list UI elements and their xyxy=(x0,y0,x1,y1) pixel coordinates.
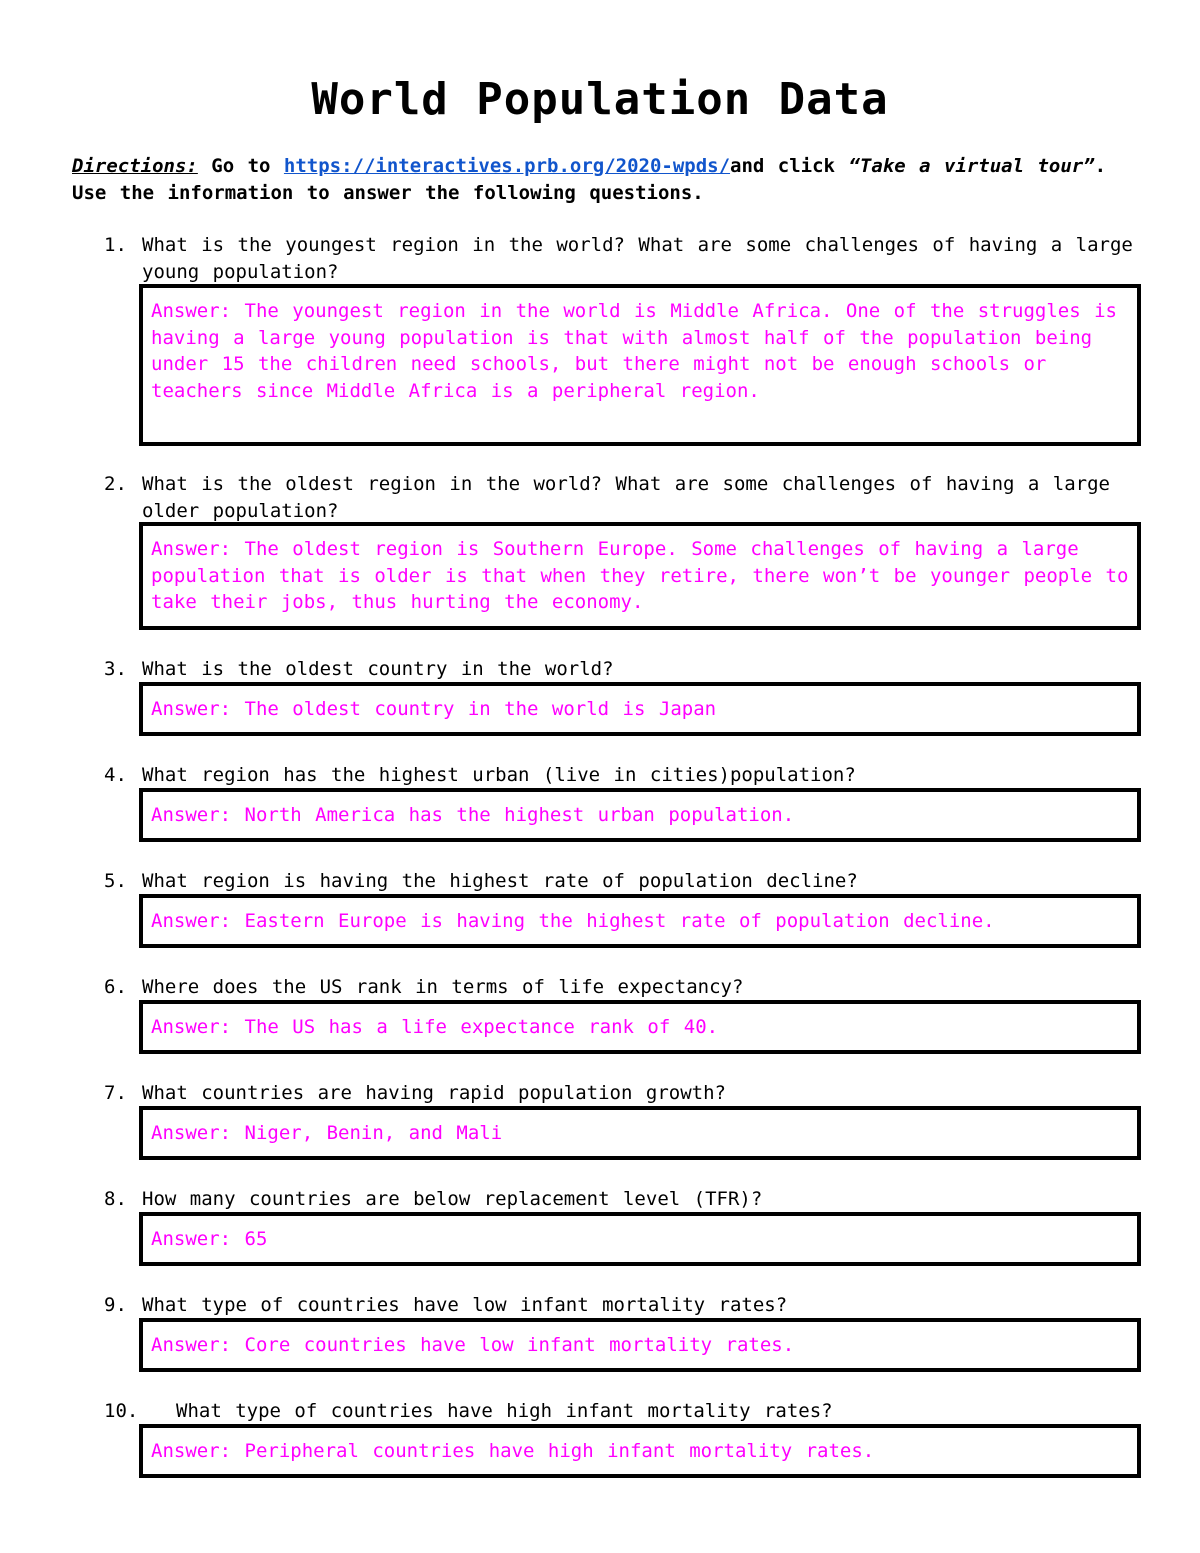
answer-box-3: Answer: The oldest country in the world is Japan xyxy=(139,682,1141,736)
answer-box-9: Answer: Core countries have low infant mortality rates. xyxy=(139,1318,1141,1372)
answer-box-6: Answer: The US has a life expectance rank of 40. xyxy=(139,1000,1141,1054)
directions-rest: . Use the information to answer the following questions. xyxy=(72,155,1107,204)
directions-label: Directions: xyxy=(72,155,198,177)
question-text: What is the youngest region in the world? What are some challenges of having a large young population? xyxy=(142,234,1133,283)
directions-go-to: Go to xyxy=(197,155,284,177)
question-number: 7. xyxy=(104,1082,127,1104)
question-5 xyxy=(104,868,1134,895)
question-number: 4. xyxy=(104,764,127,786)
question-number: 2. xyxy=(104,473,127,495)
question-10 xyxy=(104,1398,1134,1425)
question-8 xyxy=(104,1186,1134,1213)
page-title: World Population Data xyxy=(311,74,889,125)
question-4 xyxy=(104,762,1134,789)
question-6 xyxy=(104,974,1134,1001)
directions xyxy=(72,153,1132,207)
directions-and-click: and click xyxy=(730,155,849,177)
question-number: 10. xyxy=(104,1400,139,1422)
question-number: 9. xyxy=(104,1294,127,1316)
question-text: Where does the US rank in terms of life expectancy? xyxy=(142,976,744,998)
question-text: How many countries are below replacement level (TFR)? xyxy=(142,1188,763,1210)
question-9 xyxy=(104,1292,1134,1319)
question-text: What region is having the highest rate of population decline? xyxy=(142,870,858,892)
question-text: What type of countries have high infant mortality rates? xyxy=(176,1400,833,1422)
answer-box-1: Answer: The youngest region in the world is Middle Africa. One of the struggles is having a large young population is that with almost half of the population being under 15 the children need schools, but there might not be enough schools or teachers since Middle Africa is a peripheral region. xyxy=(139,284,1141,446)
wpds-link[interactable]: https://interactives.prb.org/2020-wpds/ xyxy=(283,155,731,177)
question-number: 8. xyxy=(104,1188,127,1210)
question-text: What is the oldest country in the world? xyxy=(142,658,614,680)
question-2 xyxy=(104,471,1134,525)
question-number: 6. xyxy=(104,976,127,998)
question-text: What is the oldest region in the world? What are some challenges of having a large older population? xyxy=(142,473,1110,522)
answer-box-10: Answer: Peripheral countries have high infant mortality rates. xyxy=(139,1424,1141,1478)
directions-tour: “Take a virtual tour” xyxy=(848,155,1095,177)
question-text: What region has the highest urban (live in cities)population? xyxy=(142,764,856,786)
question-text: What countries are having rapid population growth? xyxy=(142,1082,726,1104)
question-number: 3. xyxy=(104,658,127,680)
question-7 xyxy=(104,1080,1134,1107)
answer-box-2: Answer: The oldest region is Southern Europe. Some challenges of having a large population that is older is that when they retire, there won’t be younger people to take their jobs, thus hurting the economy. xyxy=(139,522,1141,630)
question-3 xyxy=(104,656,1134,683)
answer-box-7: Answer: Niger, Benin, and Mali xyxy=(139,1106,1141,1160)
question-1 xyxy=(104,232,1134,286)
answer-box-4: Answer: North America has the highest urban population. xyxy=(139,788,1141,842)
question-number: 1. xyxy=(104,234,127,256)
answer-box-5: Answer: Eastern Europe is having the highest rate of population decline. xyxy=(139,894,1141,948)
answer-box-8: Answer: 65 xyxy=(139,1212,1141,1266)
question-text: What type of countries have low infant mortality rates? xyxy=(142,1294,788,1316)
question-number: 5. xyxy=(104,870,127,892)
